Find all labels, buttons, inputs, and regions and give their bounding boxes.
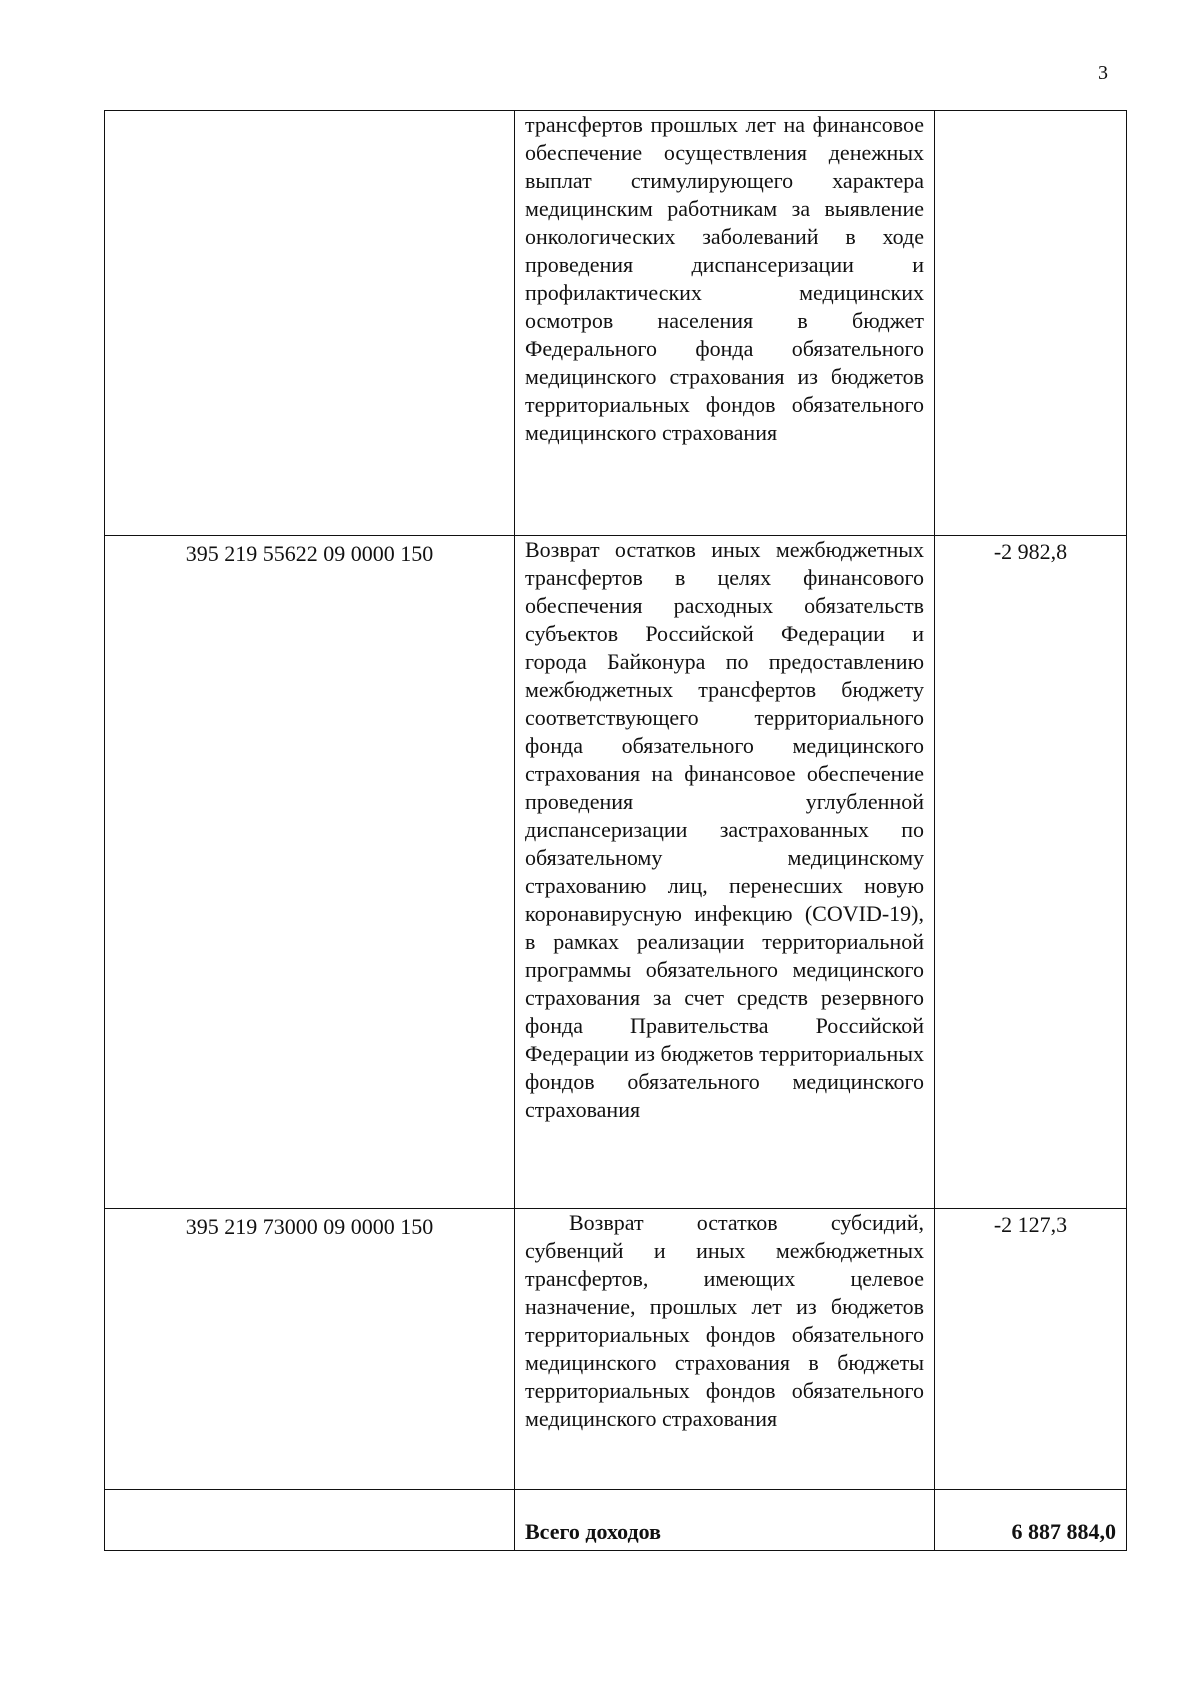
revenue-table bbox=[104, 110, 1127, 1551]
table-row bbox=[105, 536, 1127, 1209]
revenue-name-cell bbox=[515, 1209, 935, 1490]
amount-cell: -2 982,8 bbox=[935, 536, 1127, 1209]
total-label: Всего доходов bbox=[515, 1490, 935, 1551]
amount-cell bbox=[935, 111, 1127, 536]
revenue-name-text: Возврат остатков субсидий, субвенций и иных межбюджетных трансфертов, имеющих целевое назначение, прошлых лет из бюджетов территориальных фондов обязательного медицинского страхования в бюджеты территориальных фондов обязательного медицинского страхования bbox=[525, 1210, 924, 1431]
empty-code-cell bbox=[105, 1490, 515, 1551]
revenue-name-cell: трансфертов прошлых лет на финансовое обеспечение осуществления денежных выплат стимулирующего характера медицинским работникам за выявление онкологических заболеваний в ходе проведения диспансеризации и профилактических медицинских осмотров населения в бюджет Федерального фонда обязательного медицинского страхования из бюджетов территориальных фондов обязательного медицинского страхования bbox=[515, 111, 935, 536]
amount-cell: -2 127,3 bbox=[935, 1209, 1127, 1490]
total-row bbox=[105, 1490, 1127, 1551]
budget-code-cell bbox=[105, 111, 515, 536]
budget-code-cell: 395 219 73000 09 0000 150 bbox=[105, 1209, 515, 1490]
revenue-name-cell: Возврат остатков иных межбюджетных трансфертов в целях финансового обеспечения расходных обязательств субъектов Российской Федерации и города Байконура по предоставлению межбюджетных трансфертов бюджету соответствующего территориального фонда обязательного медицинского страхования на финансовое обеспечение проведения углубленной диспансеризации застрахованных по обязательному медицинскому страхованию лиц, перенесших новую коронавирусную инфекцию (COVID-19), в рамках реализации территориальной программы обязательного медицинского страхования за счет средств резервного фонда Правительства Российской Федерации из бюджетов территориальных фондов обязательного медицинского страхования bbox=[515, 536, 935, 1209]
table-row bbox=[105, 1209, 1127, 1490]
budget-code-cell: 395 219 55622 09 0000 150 bbox=[105, 536, 515, 1209]
table-row bbox=[105, 111, 1127, 536]
total-amount: 6 887 884,0 bbox=[935, 1490, 1127, 1551]
page-number: 3 bbox=[1098, 62, 1108, 84]
